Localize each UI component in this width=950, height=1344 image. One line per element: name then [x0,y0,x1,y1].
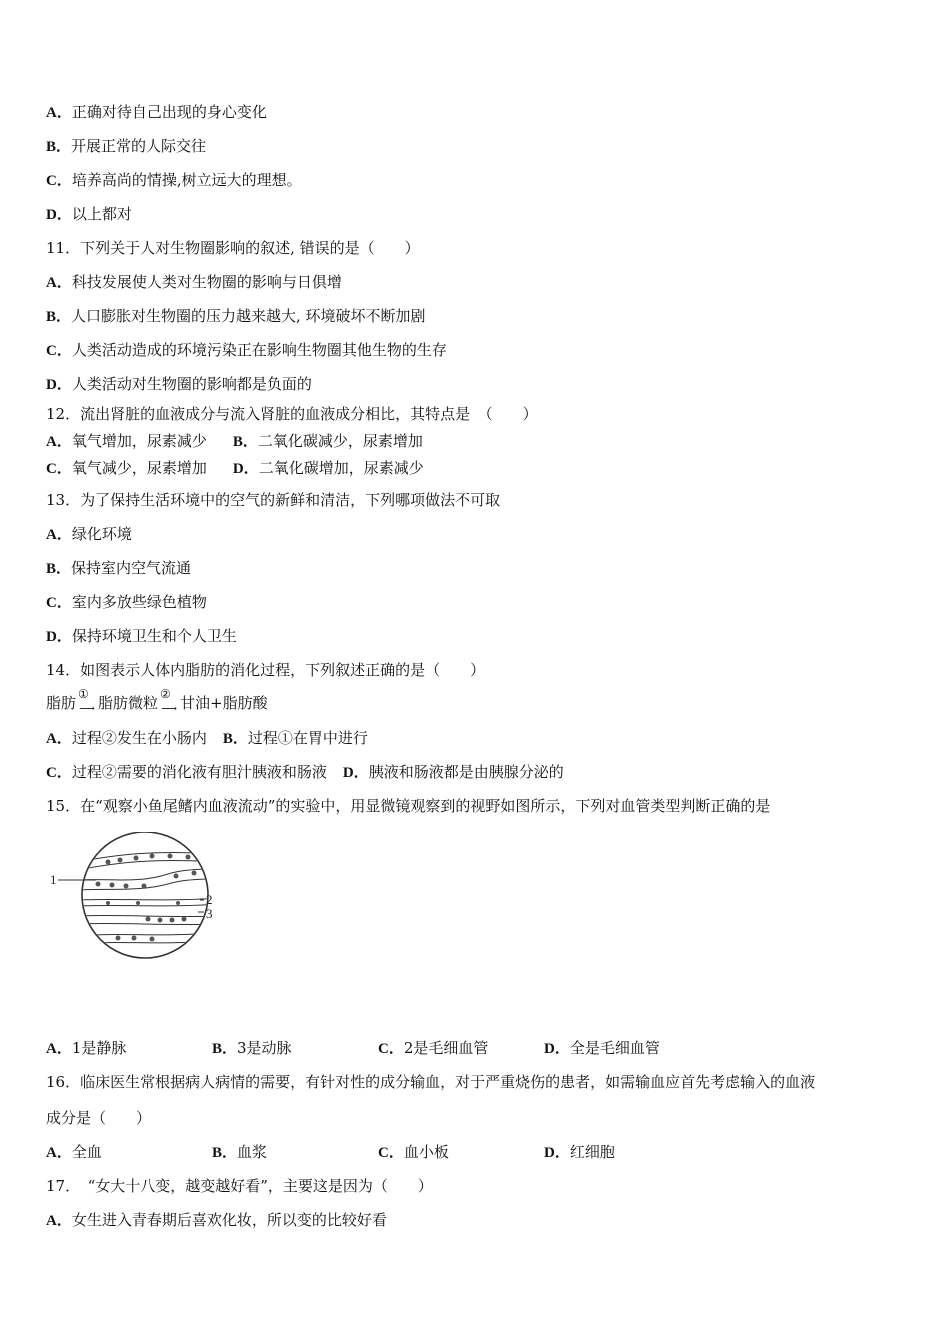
q13-option-a: A．绿化环境 [46,525,132,543]
q11-option-c: C．人类活动造成的环境污染正在影响生物圈其他生物的生存 [46,341,447,359]
q17-stem: 17． “女大十八变，越变越好看”，主要这是因为（ ） [46,1177,433,1195]
q10-option-b: B．开展正常的人际交往 [46,137,207,155]
q15-option-c: C．2是毛细血管 [378,1039,489,1057]
q15-option-b: B．3是动脉 [212,1039,292,1057]
q13-stem: 13．为了保持生活环境中的空气的新鲜和清洁，下列哪项做法不可取 [46,491,501,509]
q10-option-a: A．正确对待自己出现的身心变化 [46,103,267,121]
q14-stem: 14．如图表示人体内脂肪的消化过程，下列叙述正确的是（ ） [46,661,486,679]
blood-cell [150,937,155,942]
q14-options-row2: C．过程②需要的消化液有胆汁胰液和肠液 D．胰液和肠液都是由胰腺分泌的 [46,763,564,781]
blood-cell [106,860,111,865]
blood-cell [176,901,180,905]
blood-cell [124,884,129,889]
q10-option-d: D．以上都对 [46,205,132,223]
q15-option-d: D．全是毛细血管 [544,1039,660,1057]
q16-options [46,1142,615,1163]
blood-cell [168,854,173,859]
blood-cell [110,883,115,888]
blood-cell [170,918,175,923]
process-arrow-2: ② $_⟶$ [160,687,177,715]
blood-cell [186,855,191,860]
q16-stem-line1: 16．临床医生常根据病人病情的需要，有针对性的成分输血，对于严重烧伤的患者，如需输血应首先考虑输入的血液 [46,1073,816,1091]
figure-label-1: 1 [50,872,57,887]
blood-cell [96,882,101,887]
q12-stem: 12．流出肾脏的血液成分与流入肾脏的血液成分相比，其特点是 （ ） [46,405,538,423]
figure-label-2: 2 [206,892,213,907]
blood-cell [158,918,163,923]
blood-cell [142,884,147,889]
q16-option-a: A．全血 [46,1143,102,1161]
blood-cell [116,936,121,941]
q15-options [46,1038,660,1059]
blood-cell [136,901,140,905]
q16-option-c: C．血小板 [378,1143,449,1161]
q11-stem: 11．下列关于人对生物圈影响的叙述, 错误的是（ ） [46,239,420,257]
q12-options-row1: A．氧气增加，尿素减少 B．二氧化碳减少，尿素增加 [46,432,423,450]
q12-options-row2: C．氧气减少，尿素增加 D．二氧化碳增加，尿素减少 [46,459,424,477]
q14-options-row1: A．过程②发生在小肠内 B．过程①在胃中进行 [46,729,368,747]
blood-cell [146,917,151,922]
blood-cell [150,854,155,859]
q11-option-a: A．科技发展使人类对生物圈的影响与日俱增 [46,273,342,291]
blood-cell [182,917,187,922]
q17-option-a: A．女生进入青春期后喜欢化妆，所以变的比较好看 [46,1211,387,1229]
blood-cell [134,856,139,861]
q13-option-c: C．室内多放些绿色植物 [46,593,207,611]
field-of-view-circle [82,832,208,958]
q16-option-b: B．血浆 [212,1143,268,1161]
q13-option-d: D．保持环境卫生和个人卫生 [46,627,237,645]
blood-cell [192,871,197,876]
q15-stem: 15．在“观察小鱼尾鳍内血液流动”的实验中，用显微镜观察到的视野如图所示，下列对血管类型判断正确的是 [46,797,771,815]
process-arrow-1: ① $_⟶$ [78,687,95,715]
q16-stem-line2: 成分是（ ） [46,1109,152,1127]
q11-option-d: D．人类活动对生物圈的影响都是负面的 [46,375,312,393]
microscope-field-figure [48,832,228,962]
blood-cell [174,874,179,879]
arrow-right-icon: ⟶ [161,702,177,715]
q10-option-c: C．培养高尚的情操,树立远大的理想。 [46,171,302,189]
blood-cell [132,936,137,941]
q15-option-a: A．1是静脉 [46,1039,127,1057]
arrow-right-icon: ⟶ [79,702,95,715]
q14-process: 脂肪 ① $_⟶$ 脂肪微粒 ② $_⟶$ 甘油+脂肪酸 [46,687,268,715]
q16-option-d: D．红细胞 [544,1143,615,1161]
q13-option-b: B．保持室内空气流通 [46,559,192,577]
blood-cell [106,901,110,905]
q11-option-b: B．人口膨胀对生物圈的压力越来越大, 环境破坏不断加剧 [46,307,426,325]
figure-label-3: 3 [206,906,213,921]
blood-cell [118,858,123,863]
